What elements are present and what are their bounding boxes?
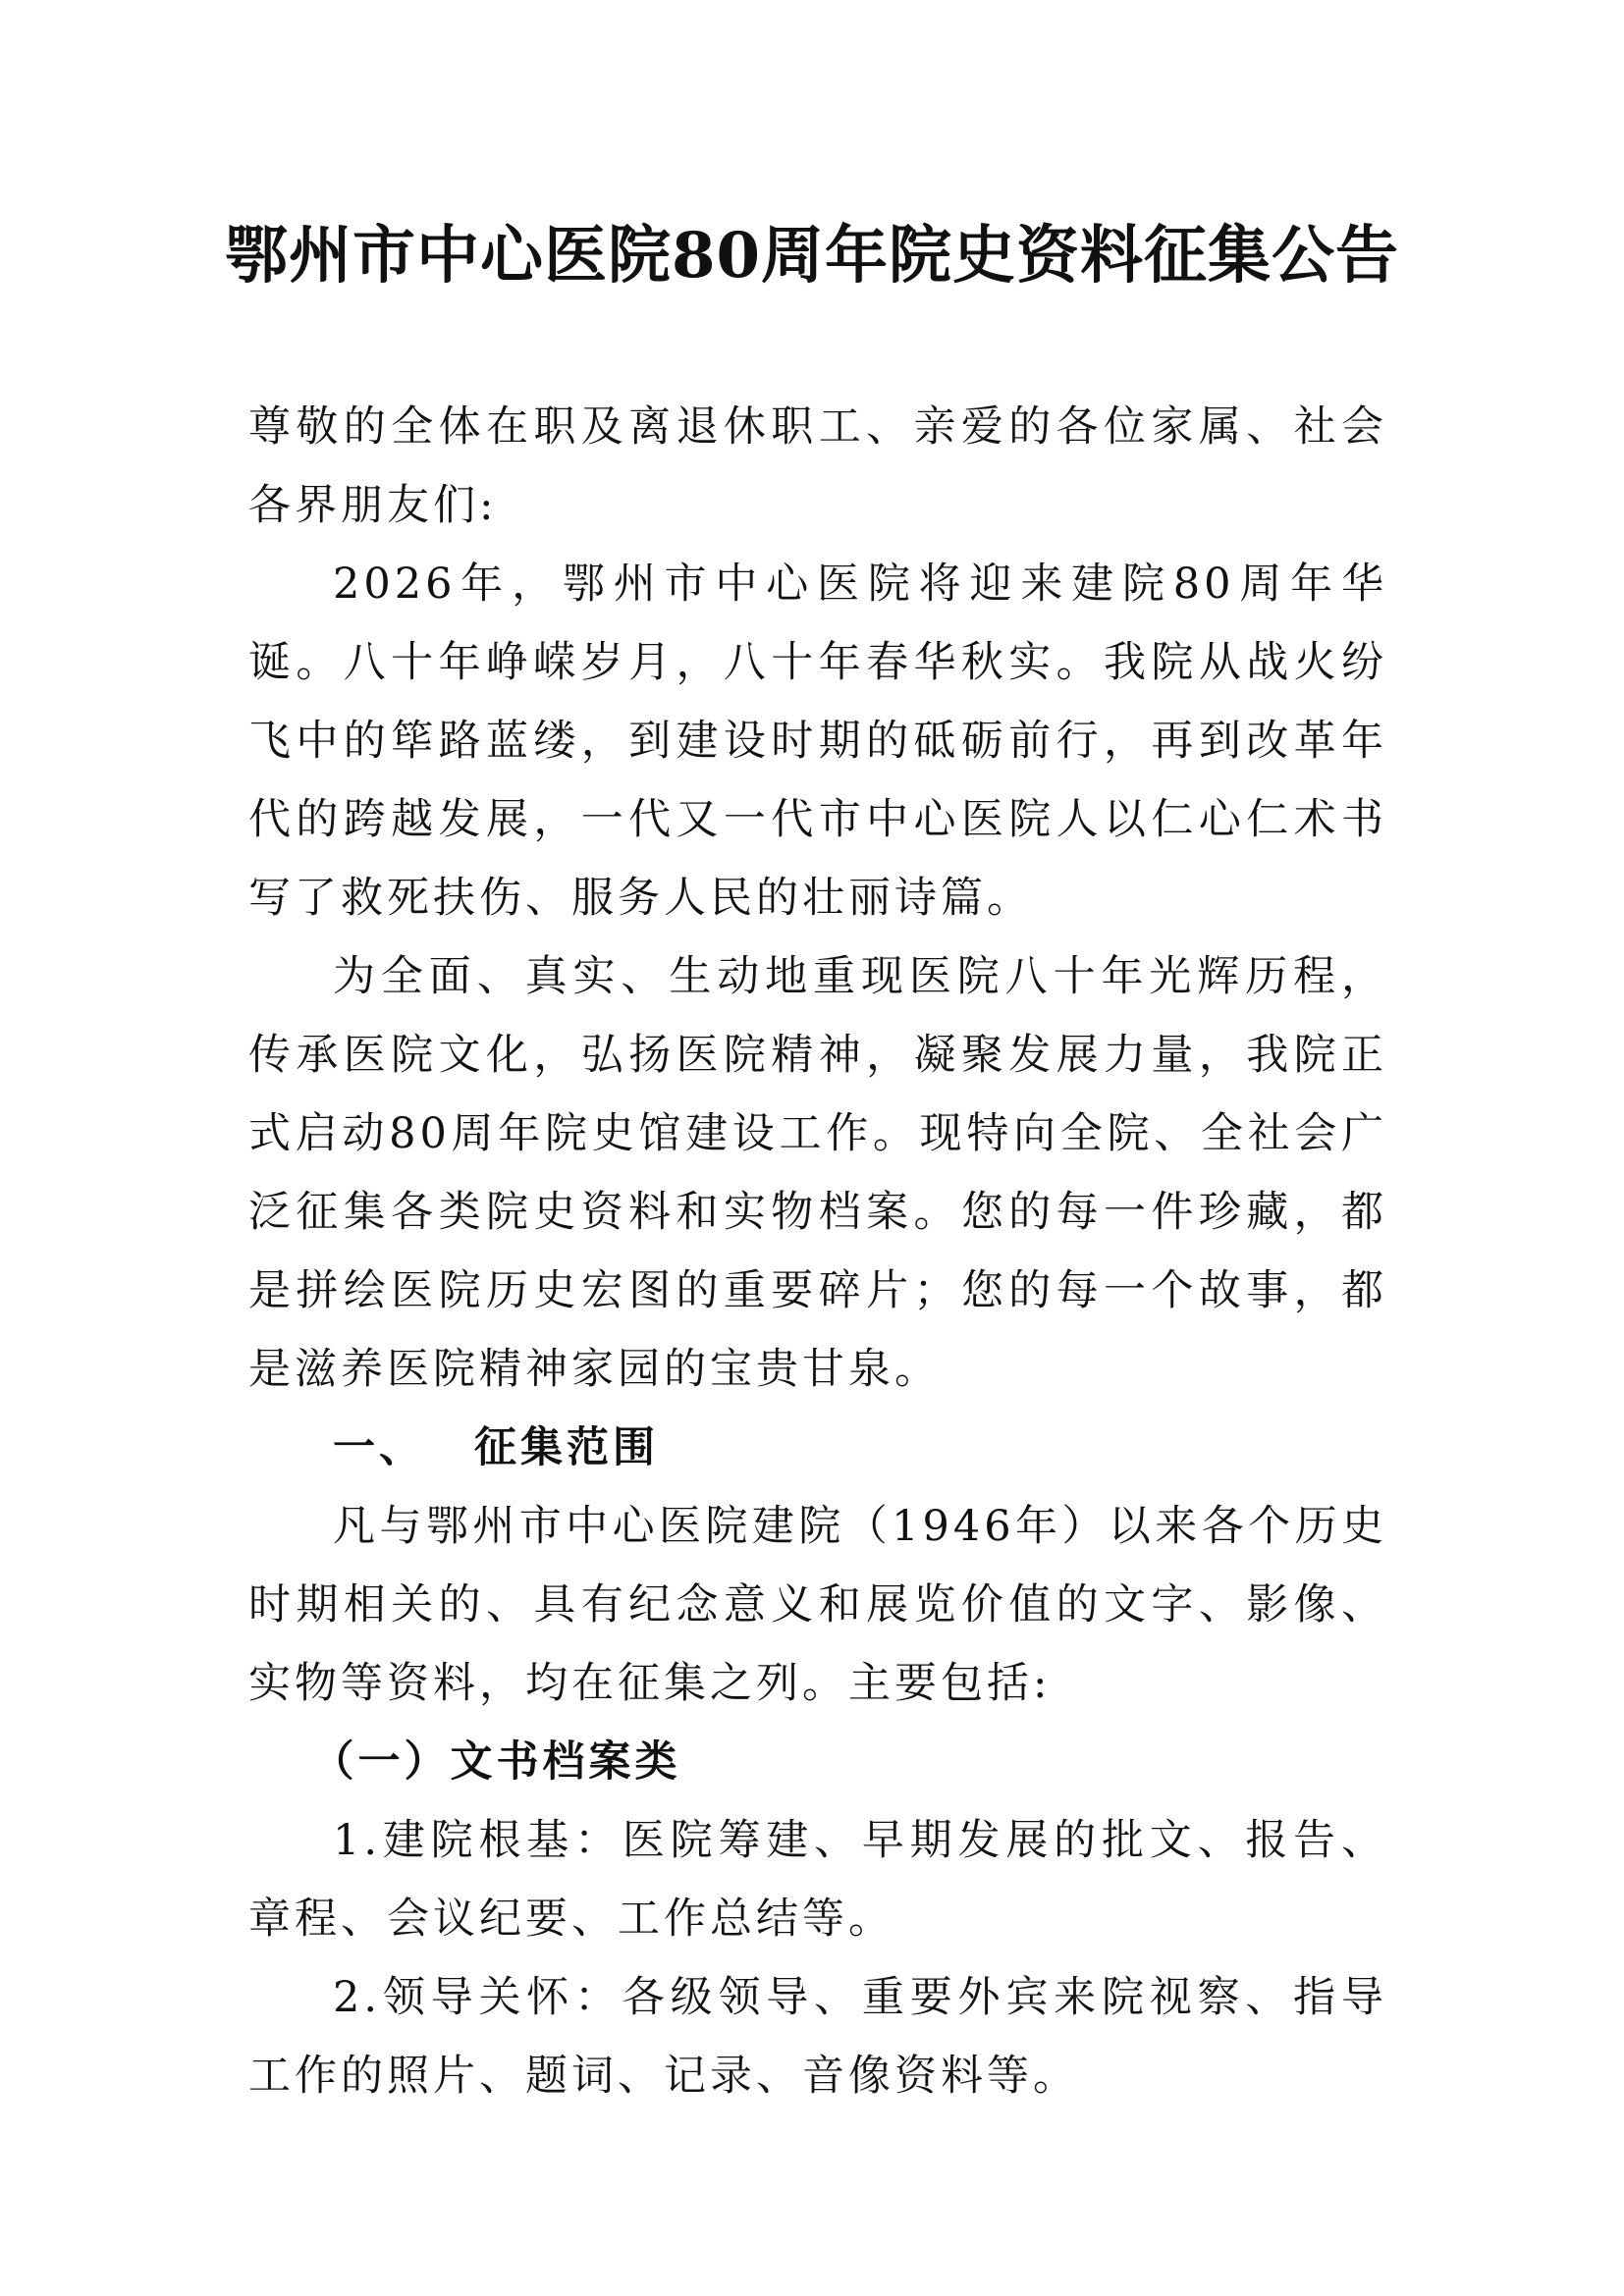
subsection-heading: （一）文书档案类 [311, 1737, 681, 1787]
section-number: 一、 [333, 1423, 425, 1472]
salutation: 尊敬的全体在职及离退休职工、亲爱的各位家属、社会各界朋友们: [248, 402, 1387, 530]
paragraph-purpose: 为全面、真实、生动地重现医院八十年光辉历程，传承医院文化，弘扬医院精神，凝聚发展力量，我院正式启动80周年院史馆建设工作。现特向全院、全社会广泛征集各类院史资料和实物档案。您的每一件珍藏，都是拼绘医院历史宏图的重要碎片；您的每一个故事，都是滋养医院精神家园的宝贵甘泉。 [248, 952, 1387, 1394]
list-item: 1.建院根基：医院筹建、早期发展的批文、报告、章程、会议纪要、工作总结等。 [248, 1816, 1387, 1944]
section-heading [248, 1409, 1387, 1487]
document-title: 鄂州市中心医院80周年院史资料征集公告 [224, 219, 1400, 293]
paragraph-intro: 2026年，鄂州市中心医院将迎来建院80周年华诞。八十年峥嵘岁月，八十年春华秋实。我院从战火纷飞中的筚路蓝缕，到建设时期的砥砺前行，再到改革年代的跨越发展，一代又一代市中心医院人以仁心仁术书写了救死扶伤、服务人民的壮丽诗篇。 [248, 560, 1387, 923]
section-paragraph: 凡与鄂州市中心医院建院（1946年）以来各个历史时期相关的、具有纪念意义和展览价值的文字、影像、实物等资料，均在征集之列。主要包括: [248, 1502, 1387, 1708]
list-item: 2.领导关怀：各级领导、重要外宾来院视察、指导工作的照片、题词、记录、音像资料等。 [248, 1973, 1387, 2101]
document-body [248, 388, 1387, 2115]
section-title: 征集范围 [474, 1423, 659, 1472]
